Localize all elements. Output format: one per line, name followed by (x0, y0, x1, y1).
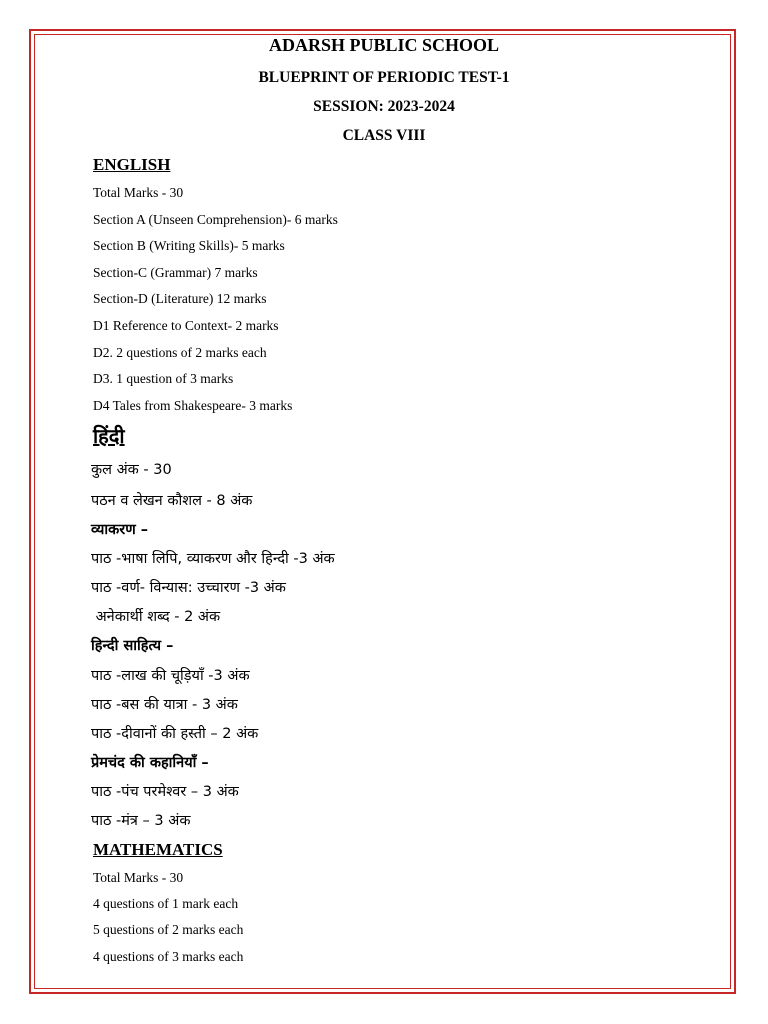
hindi-stories-line: पाठ -पंच परमेश्वर – 3 अंक (91, 784, 239, 800)
hindi-grammar-heading: व्याकरण – (91, 522, 148, 538)
hindi-literature-line: पाठ -दीवानों की हस्ती – 2 अंक (91, 726, 259, 742)
hindi-literature-heading: हिन्दी साहित्य – (91, 638, 174, 654)
school-title: ADARSH PUBLIC SCHOOL (268, 35, 500, 55)
class-title: CLASS VIII (342, 127, 426, 144)
hindi-grammar-line: अनेकार्थी शब्द - 2 अंक (91, 609, 221, 625)
session-title: SESSION: 2023-2024 (313, 98, 455, 115)
english-line: Section B (Writing Skills)- 5 marks (93, 238, 285, 253)
hindi-total: कुल अंक - 30 (91, 462, 172, 478)
hindi-skills: पठन व लेखन कौशल - 8 अंक (91, 493, 253, 509)
english-line: Total Marks - 30 (93, 185, 184, 200)
mathematics-line: Total Marks - 30 (93, 870, 184, 885)
hindi-heading: हिंदी (93, 424, 125, 448)
hindi-literature-line: पाठ -लाख की चूड़ियाँ -3 अंक (91, 668, 250, 684)
hindi-grammar-line: पाठ -वर्ण- विन्यास: उच्चारण -3 अंक (91, 580, 286, 596)
english-line: D4 Tales from Shakespeare- 3 marks (93, 398, 293, 413)
hindi-literature-line: पाठ -बस की यात्रा - 3 अंक (91, 697, 238, 713)
blueprint-title: BLUEPRINT OF PERIODIC TEST-1 (258, 69, 510, 86)
english-line: D1 Reference to Context- 2 marks (93, 318, 279, 333)
english-heading: ENGLISH (93, 155, 171, 174)
hindi-grammar-line: पाठ -भाषा लिपि, व्याकरण और हिन्दी -3 अंक (91, 551, 335, 567)
hindi-stories-line: पाठ -मंत्र – 3 अंक (91, 813, 191, 829)
mathematics-line: 4 questions of 1 mark each (93, 896, 239, 911)
mathematics-line: 5 questions of 2 marks each (93, 922, 244, 937)
english-line: D3. 1 question of 3 marks (93, 371, 234, 386)
mathematics-heading: MATHEMATICS (93, 840, 223, 859)
english-line: D2. 2 questions of 2 marks each (93, 345, 267, 360)
hindi-stories-heading: प्रेमचंद की कहानियाँ – (91, 755, 209, 771)
english-line: Section A (Unseen Comprehension)- 6 marks (93, 212, 338, 227)
english-line: Section-C (Grammar) 7 marks (93, 265, 258, 280)
mathematics-line: 4 questions of 3 marks each (93, 949, 244, 964)
english-line: Section-D (Literature) 12 marks (93, 291, 267, 306)
